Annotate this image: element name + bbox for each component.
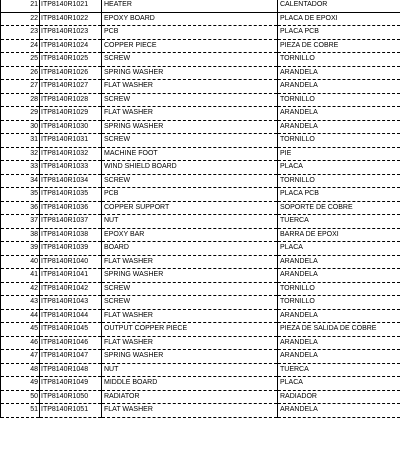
table-row	[1, 134, 400, 148]
item-number-cell: 30	[1, 120, 40, 134]
table-row	[1, 242, 400, 256]
table-row	[1, 26, 400, 40]
table-row	[1, 161, 400, 175]
description-english-cell: SCREW	[102, 134, 278, 148]
part-code-cell: ITP8140R1036	[40, 201, 102, 215]
description-english-cell: COPPER PIECE	[102, 39, 278, 53]
description-english-cell: SCREW	[102, 282, 278, 296]
table-row	[1, 255, 400, 269]
table-row	[1, 228, 400, 242]
description-english-cell: WIND SHIELD BOARD	[102, 161, 278, 175]
table-row	[1, 120, 400, 134]
item-number-cell: 31	[1, 134, 40, 148]
item-number-cell: 22	[1, 12, 40, 26]
description-spanish-cell: ARANDELA	[278, 309, 400, 323]
item-number-cell: 23	[1, 26, 40, 40]
item-number-cell: 38	[1, 228, 40, 242]
description-english-cell: FLAT WASHER	[102, 255, 278, 269]
table-row	[1, 39, 400, 53]
part-code-cell: ITP8140R1041	[40, 269, 102, 283]
description-english-cell: HEATER	[102, 0, 278, 12]
part-code-cell: ITP8140R1030	[40, 120, 102, 134]
table-row	[1, 377, 400, 391]
table-row	[1, 336, 400, 350]
part-code-cell: ITP8140R1023	[40, 26, 102, 40]
item-number-cell: 47	[1, 350, 40, 364]
table-row	[1, 93, 400, 107]
description-english-cell: MIDDLE BOARD	[102, 377, 278, 391]
part-code-cell: ITP8140R1022	[40, 12, 102, 26]
item-number-cell: 48	[1, 363, 40, 377]
part-code-cell: ITP8140R1033	[40, 161, 102, 175]
part-code-cell: ITP8140R1026	[40, 66, 102, 80]
item-number-cell: 39	[1, 242, 40, 256]
part-code-cell: ITP8140R1042	[40, 282, 102, 296]
description-spanish-cell: PLACA DE EPOXI	[278, 12, 400, 26]
item-number-cell: 44	[1, 309, 40, 323]
item-number-cell: 26	[1, 66, 40, 80]
description-english-cell: BOARD	[102, 242, 278, 256]
part-code-cell: ITP8140R1038	[40, 228, 102, 242]
item-number-cell: 29	[1, 107, 40, 121]
part-code-cell: ITP8140R1039	[40, 242, 102, 256]
table-row	[1, 188, 400, 202]
description-spanish-cell: PIE	[278, 147, 400, 161]
part-code-cell: ITP8140R1040	[40, 255, 102, 269]
table-row	[1, 309, 400, 323]
description-english-cell: SCREW	[102, 174, 278, 188]
part-code-cell: ITP8140R1050	[40, 390, 102, 404]
item-number-cell: 50	[1, 390, 40, 404]
part-code-cell: ITP8140R1051	[40, 404, 102, 418]
part-code-cell: ITP8140R1048	[40, 363, 102, 377]
item-number-cell: 35	[1, 188, 40, 202]
part-code-cell: ITP8140R1021	[40, 0, 102, 12]
description-english-cell: RADIATOR	[102, 390, 278, 404]
item-number-cell: 43	[1, 296, 40, 310]
description-english-cell: FLAT WASHER	[102, 309, 278, 323]
item-number-cell: 46	[1, 336, 40, 350]
description-english-cell: NUT	[102, 215, 278, 229]
description-spanish-cell: ARANDELA	[278, 350, 400, 364]
table-row	[1, 282, 400, 296]
table-row	[1, 66, 400, 80]
description-spanish-cell: SOPORTE DE COBRE	[278, 201, 400, 215]
part-code-cell: ITP8140R1032	[40, 147, 102, 161]
description-spanish-cell: PIEZA DE COBRE	[278, 39, 400, 53]
description-spanish-cell: ARANDELA	[278, 107, 400, 121]
description-spanish-cell: RADIADOR	[278, 390, 400, 404]
description-english-cell: EPOXY BAR	[102, 228, 278, 242]
description-spanish-cell: PLACA PCB	[278, 26, 400, 40]
table-row	[1, 296, 400, 310]
description-english-cell: SCREW	[102, 53, 278, 67]
description-spanish-cell: PLACA PCB	[278, 188, 400, 202]
part-code-cell: ITP8140R1028	[40, 93, 102, 107]
part-code-cell: ITP8140R1047	[40, 350, 102, 364]
item-number-cell: 34	[1, 174, 40, 188]
description-english-cell: FLAT WASHER	[102, 107, 278, 121]
item-number-cell: 28	[1, 93, 40, 107]
table-row	[1, 174, 400, 188]
description-english-cell: SPRING WASHER	[102, 66, 278, 80]
part-code-cell: ITP8140R1046	[40, 336, 102, 350]
description-spanish-cell: TORNILLO	[278, 282, 400, 296]
table-row	[1, 53, 400, 67]
part-code-cell: ITP8140R1035	[40, 188, 102, 202]
part-code-cell: ITP8140R1037	[40, 215, 102, 229]
description-english-cell: MACHINE FOOT	[102, 147, 278, 161]
part-code-cell: ITP8140R1031	[40, 134, 102, 148]
description-english-cell: SPRING WASHER	[102, 350, 278, 364]
description-spanish-cell: PIEZA DE SALIDA DE COBRE	[278, 323, 400, 337]
part-code-cell: ITP8140R1029	[40, 107, 102, 121]
item-number-cell: 49	[1, 377, 40, 391]
part-code-cell: ITP8140R1034	[40, 174, 102, 188]
table-row	[1, 0, 400, 12]
description-english-cell: FLAT WASHER	[102, 80, 278, 94]
item-number-cell: 27	[1, 80, 40, 94]
table-row	[1, 201, 400, 215]
description-english-cell: SPRING WASHER	[102, 269, 278, 283]
description-spanish-cell: PLACA	[278, 161, 400, 175]
item-number-cell: 37	[1, 215, 40, 229]
part-code-cell: ITP8140R1025	[40, 53, 102, 67]
description-spanish-cell: TUERCA	[278, 215, 400, 229]
table-row	[1, 215, 400, 229]
description-english-cell: SCREW	[102, 93, 278, 107]
description-spanish-cell: TORNILLO	[278, 174, 400, 188]
part-code-cell: ITP8140R1045	[40, 323, 102, 337]
part-code-cell: ITP8140R1049	[40, 377, 102, 391]
description-english-cell: PCB	[102, 26, 278, 40]
table-row	[1, 80, 400, 94]
part-code-cell: ITP8140R1024	[40, 39, 102, 53]
description-english-cell: NUT	[102, 363, 278, 377]
item-number-cell: 24	[1, 39, 40, 53]
table-row	[1, 147, 400, 161]
part-code-cell: ITP8140R1043	[40, 296, 102, 310]
item-number-cell: 42	[1, 282, 40, 296]
description-spanish-cell: TUERCA	[278, 363, 400, 377]
table-row	[1, 12, 400, 26]
item-number-cell: 36	[1, 201, 40, 215]
description-spanish-cell: TORNILLO	[278, 134, 400, 148]
description-spanish-cell: TORNILLO	[278, 93, 400, 107]
table-row	[1, 363, 400, 377]
table-row	[1, 404, 400, 418]
description-spanish-cell: ARANDELA	[278, 336, 400, 350]
description-spanish-cell: ARANDELA	[278, 66, 400, 80]
item-number-cell: 40	[1, 255, 40, 269]
part-code-cell: ITP8140R1027	[40, 80, 102, 94]
description-english-cell: FLAT WASHER	[102, 336, 278, 350]
description-spanish-cell: ARANDELA	[278, 120, 400, 134]
description-english-cell: OUTPUT COPPER PIECE	[102, 323, 278, 337]
item-number-cell: 45	[1, 323, 40, 337]
parts-table-body	[1, 0, 400, 417]
description-english-cell: SCREW	[102, 296, 278, 310]
description-english-cell: PCB	[102, 188, 278, 202]
item-number-cell: 51	[1, 404, 40, 418]
description-spanish-cell: TORNILLO	[278, 53, 400, 67]
item-number-cell: 41	[1, 269, 40, 283]
description-spanish-cell: ARANDELA	[278, 255, 400, 269]
item-number-cell: 21	[1, 0, 40, 12]
description-spanish-cell: ARANDELA	[278, 80, 400, 94]
description-spanish-cell: ARANDELA	[278, 269, 400, 283]
description-english-cell: EPOXY BOARD	[102, 12, 278, 26]
item-number-cell: 25	[1, 53, 40, 67]
description-english-cell: COPPER SUPPORT	[102, 201, 278, 215]
description-english-cell: SPRING WASHER	[102, 120, 278, 134]
description-spanish-cell: TORNILLO	[278, 296, 400, 310]
table-row	[1, 390, 400, 404]
table-row	[1, 350, 400, 364]
description-spanish-cell: ARANDELA	[278, 404, 400, 418]
table-row	[1, 107, 400, 121]
description-spanish-cell: PLACA	[278, 242, 400, 256]
description-spanish-cell: CALENTADOR	[278, 0, 400, 12]
table-row	[1, 323, 400, 337]
item-number-cell: 33	[1, 161, 40, 175]
item-number-cell: 32	[1, 147, 40, 161]
description-spanish-cell: PLACA	[278, 377, 400, 391]
table-row	[1, 269, 400, 283]
description-english-cell: FLAT WASHER	[102, 404, 278, 418]
part-code-cell: ITP8140R1044	[40, 309, 102, 323]
description-spanish-cell: BARRA DE EPOXI	[278, 228, 400, 242]
